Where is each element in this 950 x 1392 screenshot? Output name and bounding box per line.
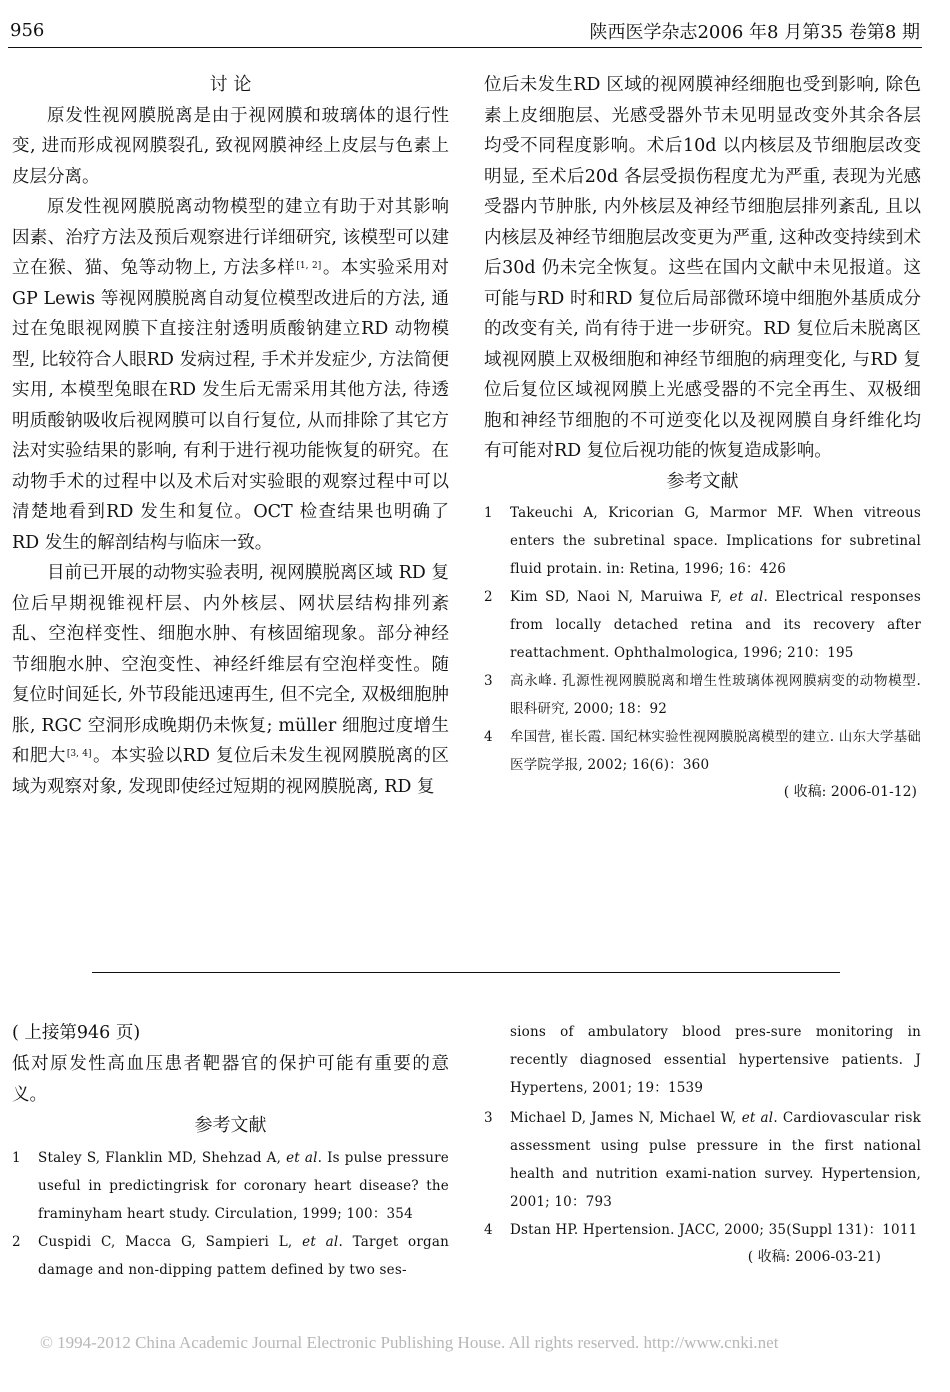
reference-item	[484, 723, 921, 779]
reference-pre: Cuspidi C, Macca G, Sampieri L,	[38, 1233, 303, 1250]
reference-text	[510, 583, 921, 667]
citation-3-4: [3, 4]	[66, 749, 92, 759]
et-al: et al	[729, 589, 764, 605]
reference-pre: Dstan HP. Hpertension. JACC, 2000; 35(Suppl 131)：1011	[510, 1222, 918, 1238]
reference-post: . Cardiovascular risk assessment using pulse pressure in the first national health and nutrition exami-nation survey. Hypertension, 2001; 10：793	[510, 1110, 921, 1210]
reference-post: . Is pulse pressure useful in predictingrisk for coronary heart disease? the framinyham heart study. Circulation, 1999; 100：354	[38, 1149, 449, 1222]
lower-references-list-left	[12, 1144, 449, 1284]
reference-pre: Kim SD, Naoi N, Maruiwa F,	[510, 589, 730, 605]
reference-pre: 牟国营, 崔长霞. 国纪林实验性视网膜脱离模型的建立. 山东大学基础医学院学报, 2002; 16(6)：360	[510, 729, 921, 773]
discussion-column-right	[484, 70, 921, 805]
reference-item	[484, 1104, 921, 1216]
paragraph-3-rest: 。本实验以RD 复位后未发生视网膜脱离的区域为观察对象, 发现即使经过短期的视网膜脱离, RD 复	[12, 746, 449, 797]
reference-text	[510, 667, 921, 723]
discussion-column-left	[12, 70, 449, 802]
reference-number: 2	[12, 1233, 21, 1250]
copyright-footer: © 1994-2012 China Academic Journal Electronic Publishing House. All rights reserved. http://www.cnki.net	[40, 1333, 779, 1352]
section-divider	[92, 972, 840, 973]
lower-references-list-right	[484, 1104, 921, 1244]
reference-text	[510, 499, 921, 583]
journal-title: 陕西医学杂志2006 年8 月第35 卷第8 期	[589, 22, 920, 43]
reference-item	[484, 667, 921, 723]
reference-text	[38, 1144, 449, 1228]
discussion-continuation: 位后未发生RD 区域的视网膜神经细胞也受到影响, 除色素上皮细胞层、光感受器外节未见明显改变外其余各层均受不同程度影响。术后10d 以内核层及节细胞层改变明显, 至术后20d 各层受损伤程度尤为严重, 表现为光感受器内节肿胀, 内外核层及神经节细胞层排列紊乱, 且以内核层及神经节细胞层改变更为严重, 这种改变持续到术后30d 仍未完全恢复。这些在国内文献中未见报道。这可能与RD 时和RD 复位后局部微环境中细胞外基质成分的改变有关, 尚有待于进一步研究。RD 复位后未脱离区域视网膜上双极细胞和神经节细胞的病理变化, 与RD 复位后复位区域视网膜上光感受器的不完全再生、双极细胞和神经节细胞的不可逆变化以及视网膜自身纤维化均有可能对RD 复位后视功能的恢复造成影响。	[484, 75, 921, 461]
reference-pre: Takeuchi A, Kricorian G, Marmor MF. When vitreous enters the subretinal space. Implications for subretinal fluid protain. in: Retina, 1996; 16：426	[510, 505, 921, 577]
discussion-paragraph-2	[12, 192, 449, 558]
reference-item	[12, 1228, 449, 1284]
reference-number: 3	[484, 673, 493, 689]
et-al: et al	[741, 1110, 774, 1126]
lower-body-text: 低对原发性高血压患者靶器官的保护可能有重要的意义。	[12, 1054, 449, 1105]
paragraph-3-start: 目前已开展的动物实验表明, 视网膜脱离区域 RD 复位后早期视锥视杆层、内外核层、网状层结构排列紊乱、空泡样变性、细胞水肿、有核固缩现象。部分神经节细胞水肿、空泡变性、神经纤维层有空泡样变性。随复位时间延长, 外节段能迅速再生, 但不完全, 双极细胞肿胀, RGC 空洞形成晚期仍未恢复; müller 细胞过度增生和肥大	[12, 563, 449, 766]
reference-post: . Target organ damage and non-dipping pattem defined by two ses-	[38, 1233, 450, 1278]
reference-2-continuation: sions of ambulatory blood pres-sure monitoring in recently diagnosed essential hypertensive patients. J Hypertens, 2001; 19：1539	[510, 1024, 921, 1096]
reference-item	[484, 583, 921, 667]
reference-pre: Michael D, James N, Michael W,	[510, 1110, 742, 1126]
et-al: et al	[302, 1233, 339, 1250]
reference-number: 1	[484, 505, 493, 521]
header-rule	[8, 47, 922, 48]
paragraph-2-start: 原发性视网膜脱离动物模型的建立有助于对其影响因素、治疗方法及预后观察进行详细研究, 该模型可以建立在猴、猫、兔等动物上, 方法多样	[12, 197, 449, 278]
reference-text	[510, 1216, 921, 1244]
lower-references-heading: 参考文献	[194, 1115, 267, 1136]
reference-text	[510, 723, 921, 779]
reference-item	[12, 1144, 449, 1228]
reference-post: . Electrical responses from locally detached retina and its recovery after reattachment. Ophthalmologica, 1996; 210：195	[510, 589, 921, 661]
discussion-paragraph-3	[12, 558, 449, 802]
reference-number: 3	[484, 1110, 493, 1126]
reference-text	[510, 1104, 921, 1216]
reference-pre: 高永峰. 孔源性视网膜脱离和增生性玻璃体视网膜病变的动物模型. 眼科研究, 2000; 18：92	[510, 673, 921, 717]
et-al: et al	[286, 1149, 318, 1166]
references-heading: 参考文献	[666, 470, 739, 492]
reference-pre: Staley S, Flanklin MD, Shehzad A,	[38, 1149, 287, 1166]
continued-from-note: ( 上接第946 页)	[12, 1023, 141, 1043]
reference-item	[484, 1216, 921, 1244]
lower-column-right	[484, 1018, 921, 1270]
reference-text	[38, 1228, 449, 1284]
page-header	[0, 14, 950, 46]
reference-number: 1	[12, 1149, 21, 1166]
citation-1-2: [1, 2]	[296, 261, 322, 271]
references-list	[484, 499, 921, 779]
reference-number: 4	[484, 1222, 493, 1238]
discussion-paragraph-1: 原发性视网膜脱离是由于视网膜和玻璃体的退行性变, 进而形成视网膜裂孔, 致视网膜神经上皮层与色素上皮层分离。	[12, 105, 449, 187]
reference-number: 4	[484, 729, 493, 745]
received-date: ( 收稿: 2006-01-12)	[783, 784, 917, 800]
lower-column-left	[12, 1018, 449, 1284]
lower-received-date: ( 收稿: 2006-03-21)	[747, 1249, 881, 1265]
reference-number: 2	[484, 589, 493, 605]
page-number: 956	[10, 20, 45, 41]
paragraph-2-rest: 。本实验采用对GP Lewis 等视网膜脱离自动复位模型改进后的方法, 通过在兔眼视网膜下直接注射透明质酸钠建立RD 动物模型, 比较符合人眼RD 发病过程, 手术并发症少, 方法简便实用, 本模型兔眼在RD 发生后无需采用其他方法, 待透明质酸钠吸收后视网膜可以自行复位, 从而排除了其它方法对实验结果的影响, 有利于进行视功能恢复的研究。在动物手术的过程中以及术后对实验眼的观察过程中可以清楚地看到RD 发生和复位。OCT 检查结果也明确了RD 发生的解剖结构与临床一致。	[12, 258, 449, 553]
reference-item	[484, 499, 921, 583]
discussion-heading: 讨 论	[209, 74, 252, 95]
